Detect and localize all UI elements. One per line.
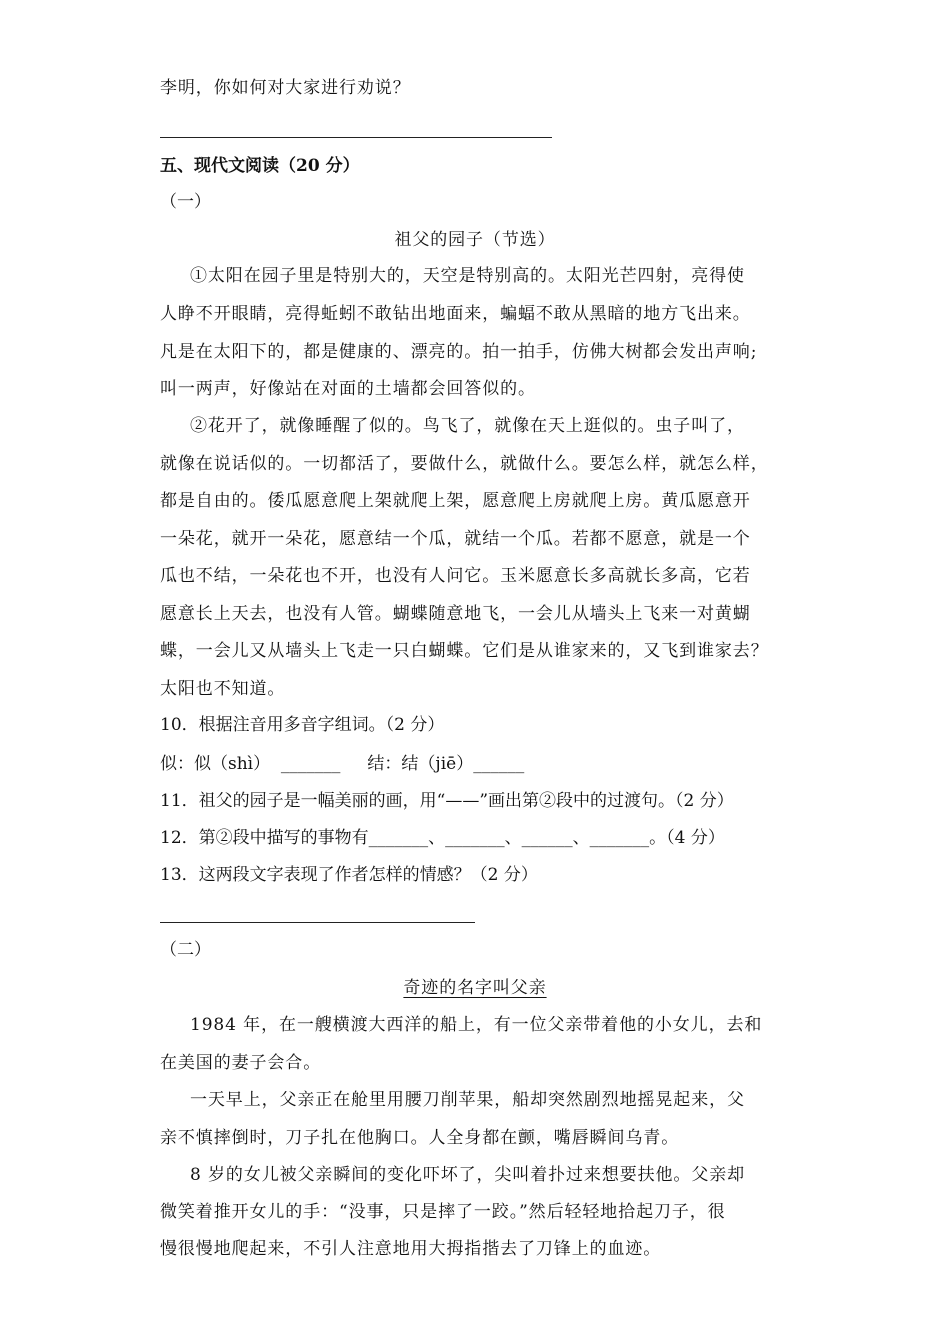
text-line: 慢很慢地爬起来，不引人注意地用大拇指揩去了刀锋上的血迹。 <box>160 1239 662 1259</box>
question-10-fill-in: 似：似（shì） _______ 结：结（jiē）______ <box>160 754 525 774</box>
text-line: 一朵花，就开一朵花，愿意结一个瓜，就结一个瓜。若都不愿意，就是一个 <box>160 529 751 549</box>
answer-line <box>160 922 475 923</box>
text-line: 凡是在太阳下的，都是健康的、漂亮的。拍一拍手，仿佛大树都会发出声响; <box>160 342 758 362</box>
text-line: ①太阳在园子里是特别大的，天空是特别高的。太阳光芒四射，亮得使 <box>190 266 745 286</box>
text-line: 微笑着推开女儿的手：“没事，只是摔了一跤。”然后轻轻地拾起刀子，很 <box>160 1202 726 1222</box>
text-line: 人睁不开眼睛，亮得蚯蚓不敢钻出地面来，蝙蝠不敢从黑暗的地方飞出来。 <box>160 304 751 324</box>
text-line: 亲不慎摔倒时，刀子扎在他胸口。人全身都在颤，嘴唇瞬间乌青。 <box>160 1128 680 1148</box>
part-two-label: （二） <box>160 940 211 960</box>
text-line: 都是自由的。倭瓜愿意爬上架就爬上架，愿意爬上房就爬上房。黄瓜愿意开 <box>160 491 751 511</box>
part-one-label: （一） <box>160 192 211 212</box>
text-line: 瓜也不结，一朵花也不开，也没有人问它。玉米愿意长多高就长多高，它若 <box>160 566 751 586</box>
answer-line <box>160 137 552 138</box>
question-10: 10．根据注音用多音字组词。（2 分） <box>160 715 445 735</box>
text-line: 一天早上，父亲正在舱里用腰刀削苹果，船却突然剧烈地摇晃起来，父 <box>190 1090 745 1110</box>
question-13: 13．这两段文字表现了作者怎样的情感？（2 分） <box>160 865 538 885</box>
section-heading: 五、现代文阅读（20 分） <box>160 156 360 176</box>
text-line: 在美国的妻子会合。 <box>160 1053 322 1073</box>
passage-one-title: 祖父的园子（节选） <box>394 230 556 250</box>
question-11: 11．祖父的园子是一幅美丽的画，用“——”画出第②段中的过渡句。（2 分） <box>160 791 734 811</box>
text-line: 叫一两声，好像站在对面的土墙都会回答似的。 <box>160 379 536 399</box>
text-line: 蝶，一会儿又从墙头上飞走一只白蝴蝶。它们是从谁家来的，又飞到谁家去？ <box>160 641 769 661</box>
text-line: 愿意长上天去，也没有人管。蝴蝶随意地飞，一会儿从墙头上飞来一对黄蝴 <box>160 604 751 624</box>
text-line: ②花开了，就像睡醒了似的。鸟飞了，就像在天上逛似的。虫子叫了， <box>190 416 745 436</box>
text-line: 8 岁的女儿被父亲瞬间的变化吓坏了，尖叫着扑过来想要扶他。父亲却 <box>190 1165 746 1185</box>
answer-prompt: 李明，你如何对大家进行劝说？ <box>160 78 411 98</box>
passage-two-title: 奇迹的名字叫父亲 <box>403 978 547 998</box>
text-line: 就像在说话似的。一切都活了，要做什么，就做什么。要怎么样，就怎么样， <box>160 454 769 474</box>
text-line: 太阳也不知道。 <box>160 679 286 699</box>
text-line: 1984 年，在一艘横渡大西洋的船上，有一位父亲带着他的小女儿，去和 <box>190 1015 763 1035</box>
question-12: 12．第②段中描写的事物有_______、_______、______、_______。（4 分） <box>160 828 725 848</box>
